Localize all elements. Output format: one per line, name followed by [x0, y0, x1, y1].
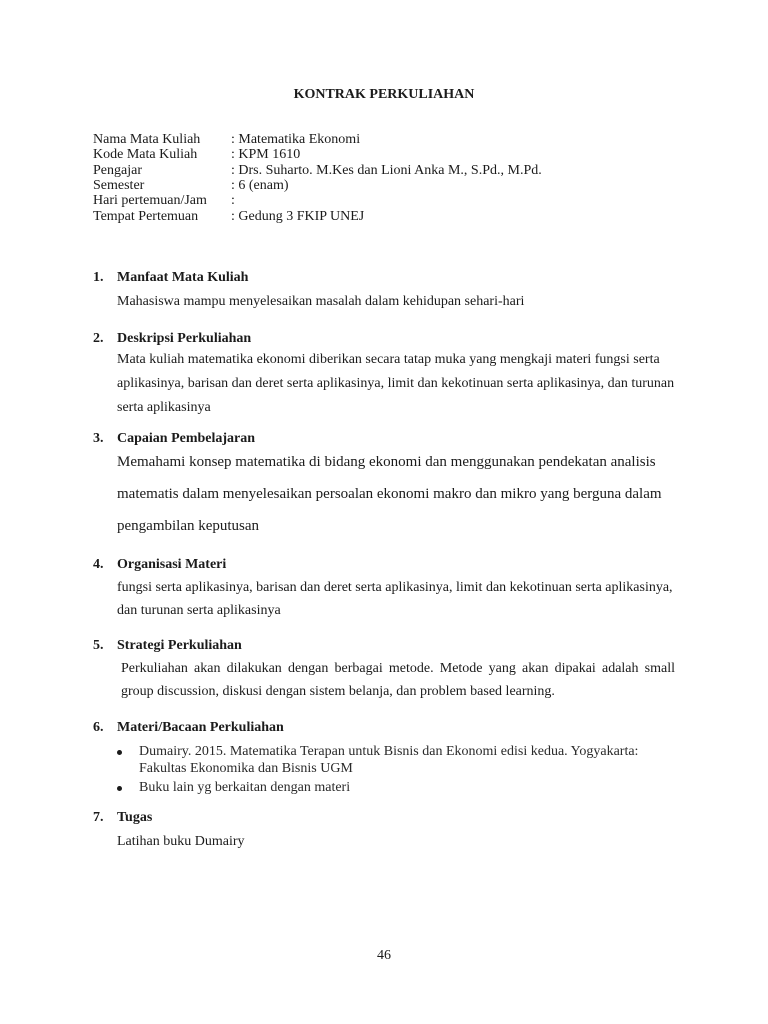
info-row-course-name: [93, 132, 693, 147]
section-heading-capaian: Capaian Pembelajaran: [117, 430, 256, 446]
info-row-lecturer: [93, 163, 693, 178]
section-heading-strategi: Strategi Perkuliahan: [117, 637, 242, 653]
section-number: 3.: [93, 430, 104, 446]
section-heading-materi: Materi/Bacaan Perkuliahan: [117, 719, 284, 735]
section-body-manfaat: [117, 294, 524, 310]
info-value: : Drs. Suharto. M.Kes dan Lioni Anka M., S.Pd., M.Pd.: [231, 162, 542, 178]
body-line: pengambilan keputusan: [117, 517, 260, 534]
section-body-capaian: [117, 446, 662, 542]
info-value: : KPM 1610: [231, 147, 301, 163]
section-heading-deskripsi: Deskripsi Perkuliahan: [117, 330, 252, 346]
info-row-semester: [93, 178, 693, 193]
body-line: Memahami konsep matematika di bidang ekonomi dan menggunakan pendekatan analisis: [117, 453, 656, 470]
info-value: : 6 (enam): [231, 177, 289, 193]
info-value: : Matematika Ekonomi: [231, 131, 361, 147]
info-label: Semester: [93, 177, 145, 193]
info-row-course-code: [93, 147, 693, 162]
info-value: : Gedung 3 FKIP UNEJ: [231, 208, 365, 224]
section-number: 7.: [93, 809, 104, 825]
bullet-icon: [117, 750, 122, 755]
body-line: matematis dalam menyelesaikan persoalan ekonomi makro dan mikro yang berguna dalam: [117, 485, 662, 502]
body-line: aplikasinya, barisan dan deret serta aplikasinya, limit dan kekotinuan serta aplikasinya, dan turunan: [117, 375, 675, 391]
body-line: group discussion, diskusi dengan sistem belanja, dan problem based learning.: [121, 684, 555, 699]
info-label: Hari pertemuan/Jam: [93, 193, 207, 209]
info-label: Kode Mata Kuliah: [93, 147, 198, 163]
section-number: 5.: [93, 637, 104, 653]
body-line: Perkuliahan akan dilakukan dengan berbagai metode. Metode yang akan dipakai adalah small: [121, 661, 675, 676]
body-line: Latihan buku Dumairy: [117, 833, 245, 849]
body-line: Fakultas Ekonomika dan Bisnis UGM: [139, 761, 353, 776]
info-row-schedule: [93, 193, 693, 208]
section-body-tugas: [117, 834, 245, 850]
body-line: Dumairy. 2015. Matematika Terapan untuk Bisnis dan Ekonomi edisi kedua. Yogyakarta:: [139, 744, 639, 759]
section-body-organisasi: [117, 576, 673, 622]
section-body-strategi: [121, 657, 675, 703]
body-line: Buku lain yg berkaitan dengan materi: [139, 780, 351, 795]
section-number: 2.: [93, 330, 104, 346]
section-number: 1.: [93, 269, 104, 285]
section-number: 6.: [93, 719, 104, 735]
document-title: KONTRAK PERKULIAHAN: [293, 86, 475, 102]
section-heading-tugas: Tugas: [117, 809, 153, 825]
body-line: fungsi serta aplikasinya, barisan dan deret serta aplikasinya, limit dan kekotinuan serta aplikasinya,: [117, 580, 673, 595]
section-number: 4.: [93, 556, 104, 572]
info-row-location: [93, 209, 693, 224]
info-label: Pengajar: [93, 162, 142, 178]
body-line: serta aplikasinya: [117, 399, 211, 415]
info-label: Nama Mata Kuliah: [93, 131, 201, 147]
section-body-deskripsi: [117, 348, 674, 420]
body-line: dan turunan serta aplikasinya: [117, 603, 281, 618]
section-heading-manfaat: Manfaat Mata Kuliah: [117, 269, 249, 285]
reference-text: [139, 743, 638, 777]
info-label: Tempat Pertemuan: [93, 208, 199, 224]
body-line: Mahasiswa mampu menyelesaikan masalah dalam kehidupan sehari-hari: [117, 293, 525, 309]
page-number: 46: [377, 947, 391, 963]
course-info-table: [93, 132, 693, 224]
info-value: :: [231, 193, 235, 209]
reference-text: [139, 779, 350, 796]
bullet-icon: [117, 786, 122, 791]
body-line: Mata kuliah matematika ekonomi diberikan secara tatap muka yang mengkaji materi fungsi serta: [117, 351, 660, 367]
section-heading-organisasi: Organisasi Materi: [117, 556, 227, 572]
